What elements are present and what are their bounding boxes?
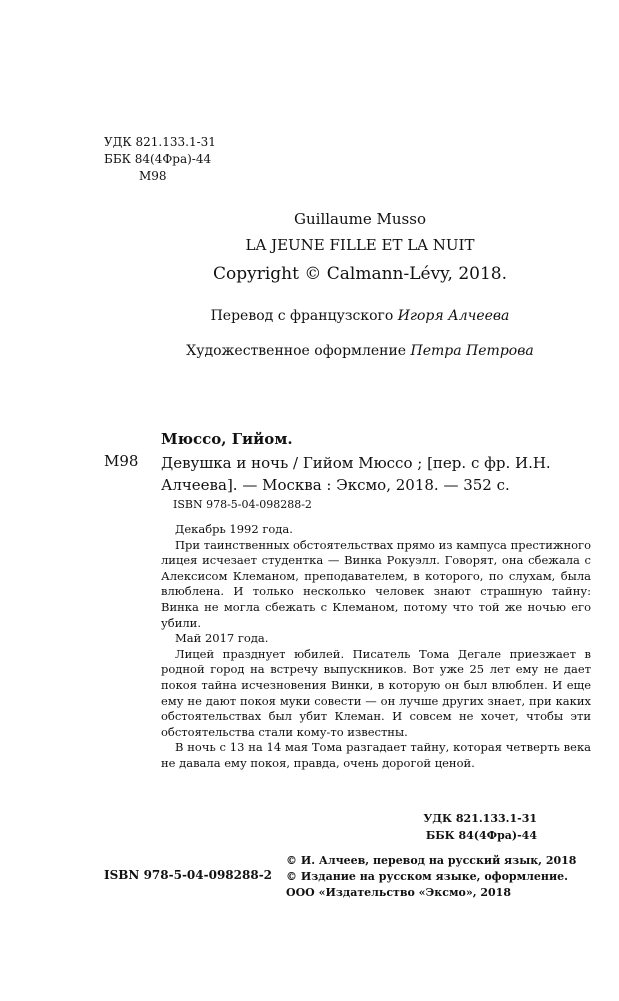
translation-prefix: Перевод с французского — [210, 308, 394, 324]
copyright-line: Copyright © Calmann-Lévy, 2018. — [212, 264, 507, 284]
udk-code: УДК 821.133.1-31 — [104, 135, 216, 149]
design-credit — [130, 343, 590, 359]
annotation-paragraph: Лицей празднует юбилей. Писатель Тома Дегале приезжает в родной город на встречу выпускников. Вот уже 25 лет ему не дает покоя тайна исчезновения Винки, в которую он был влюблен. И еще ему не дают покоя муки совести — он лучше других знает, при каких обстоятельствах был убит Клеман. И совсем не хочет, чтобы эти обстоятельства стали кому-то известны. — [161, 646, 591, 739]
designer-name: Петра Петрова — [410, 343, 534, 359]
translator-name: Игоря Алчеева — [397, 308, 510, 324]
annotation — [161, 522, 591, 772]
design-prefix: Художественное оформление — [186, 343, 407, 359]
catalog-isbn: ISBN 978-5-04-098288-2 — [173, 498, 312, 511]
original-title: LA JEUNE FILLE ET LA NUIT — [245, 236, 475, 254]
bbk-code: ББК 84(4Фра)-44 — [104, 152, 212, 166]
isbn-bottom: ISBN 978-5-04-098288-2 — [104, 868, 273, 882]
classification-block — [104, 134, 216, 185]
copyright-line-edition: © Издание на русском языке, оформление. — [286, 870, 568, 883]
catalog-description: Девушка и ночь / Гийом Мюссо ; [пер. с фр. И.Н. Алчеева]. — Москва : Эксмо, 2018. — 352 с. — [161, 454, 551, 494]
annotation-paragraph: В ночь с 13 на 14 мая Тома разгадает тайну, которая четверть века не давала ему покоя, правда, очень дорогой ценой. — [161, 740, 591, 770]
original-author: Guillaume Musso — [294, 210, 426, 228]
author-mark: М98 — [139, 169, 167, 183]
copyright-line-translation: © И. Алчеев, перевод на русский язык, 2018 — [286, 854, 577, 867]
annotation-paragraph: Май 2017 года. — [175, 631, 269, 646]
catalog-author: Мюссо, Гийом. — [161, 430, 293, 448]
translation-credit — [130, 308, 590, 324]
copyright-block — [286, 853, 576, 901]
annotation-paragraph: Декабрь 1992 года. — [175, 522, 293, 536]
bbk-code-bottom: ББК 84(4Фра)-44 — [425, 829, 537, 842]
copyright-line-publisher: ООО «Издательство «Эксмо», 2018 — [286, 886, 511, 899]
catalog-author-mark: М98 — [104, 452, 139, 470]
udk-code-bottom: УДК 821.133.1-31 — [423, 812, 537, 825]
classification-bottom — [423, 810, 537, 844]
annotation-paragraph: При таинственных обстоятельствах прямо из кампуса престижного лицея исчезает студентка — Винка Рокуэлл. Говорят, она сбежала с Алексисом Клеманом, преподавателем, в которого, по слухам, была влюблена. И только несколько человек знают страшную тайну: Винка не могла сбежать с Клеманом, потому что той же ночью его убили. — [161, 537, 591, 630]
